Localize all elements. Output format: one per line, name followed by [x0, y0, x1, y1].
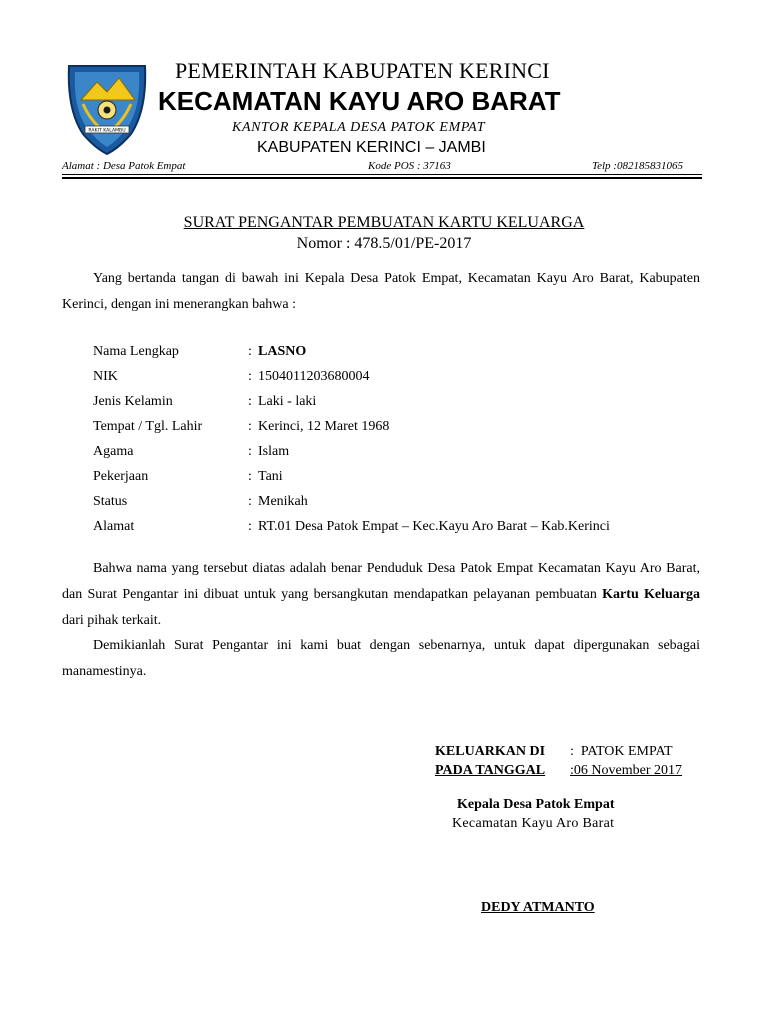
identity-colon: :	[248, 419, 252, 434]
issue-date	[435, 763, 682, 779]
identity-row-name	[93, 339, 693, 364]
identity-colon: :	[248, 494, 252, 509]
identity-value-status: Menikah	[258, 494, 308, 509]
statement-paragraph	[62, 556, 700, 634]
government-line: PEMERINTAH KABUPATEN KERINCI	[175, 58, 550, 83]
identity-colon: :	[248, 394, 252, 409]
identity-row-birth	[93, 414, 693, 439]
statement-text-before: Bahwa nama yang tersebut diatas adalah benar Penduduk Desa Patok Empat Kecamatan Kayu Aro Barat, dan Surat Pengantar ini dibuat untuk yang bersangkutan mendapatkan pelayanan pembuatan	[62, 561, 700, 602]
contact-phone: Telp :082185831065	[592, 160, 683, 172]
issue-place-value: PATOK EMPAT	[580, 744, 673, 759]
issue-date-sep: :	[570, 763, 574, 778]
signer-title: Kepala Desa Patok Empat	[457, 797, 615, 812]
letter-title: SURAT PENGANTAR PEMBUATAN KARTU KELUARGA	[183, 214, 585, 231]
letterhead-rule-thin	[62, 174, 702, 175]
identity-value-religion: Islam	[258, 444, 290, 459]
identity-row-gender	[93, 389, 693, 414]
identity-value-gender: Laki - laki	[258, 394, 317, 409]
identity-value-nik: 1504011203680004	[258, 369, 370, 384]
statement-text-after: dari pihak terkait.	[62, 613, 162, 628]
letter-number: Nomor : 478.5/01/PE-2017	[296, 235, 472, 252]
statement-emphasis: Kartu Keluarga	[602, 587, 700, 602]
issue-place-sep: :	[570, 744, 574, 759]
contact-address: Alamat : Desa Patok Empat	[62, 160, 186, 172]
letterhead-rule-thick	[62, 177, 702, 179]
identity-table	[93, 339, 693, 539]
identity-label: Nama Lengkap	[93, 344, 179, 359]
identity-value-name: LASNO	[258, 344, 307, 359]
identity-label: Agama	[93, 444, 134, 459]
identity-value-address: RT.01 Desa Patok Empat – Kec.Kayu Aro Barat – Kab.Kerinci	[258, 519, 610, 534]
opening-paragraph: Yang bertanda tangan di bawah ini Kepala Desa Patok Empat, Kecamatan Kayu Aro Barat, Kabupaten Kerinci, dengan ini menerangkan bahwa :	[62, 271, 700, 312]
identity-row-status	[93, 489, 693, 514]
identity-label: Alamat	[93, 519, 135, 534]
emblem-motto: RAKIT KALAMBU	[88, 128, 126, 134]
identity-value-occupation: Tani	[258, 469, 283, 484]
identity-colon: :	[248, 519, 252, 534]
identity-label: Pekerjaan	[93, 469, 149, 484]
signer-name: DEDY ATMANTO	[481, 900, 595, 915]
issue-date-label: PADA TANGGAL	[435, 763, 546, 778]
signer-subtitle: Kecamatan Kayu Aro Barat	[452, 816, 615, 831]
identity-colon: :	[248, 444, 252, 459]
identity-value-birth: Kerinci, 12 Maret 1968	[258, 419, 390, 434]
regency-line: KABUPATEN KERINCI – JAMBI	[257, 139, 486, 156]
identity-row-religion	[93, 439, 693, 464]
identity-label: Jenis Kelamin	[93, 394, 173, 409]
regency-emblem-icon	[61, 60, 153, 156]
identity-row-address	[93, 514, 693, 539]
district-line: KECAMATAN KAYU ARO BARAT	[158, 86, 561, 116]
identity-label: Status	[93, 494, 128, 509]
identity-row-occupation	[93, 464, 693, 489]
contact-postal-code: Kode POS : 37163	[368, 160, 451, 172]
identity-colon: :	[248, 344, 252, 359]
office-line: KANTOR KEPALA DESA PATOK EMPAT	[232, 120, 486, 135]
issue-place-label: KELUARKAN DI	[435, 744, 546, 759]
closing-paragraph: Demikianlah Surat Pengantar ini kami buat dengan sebenarnya, untuk dapat dipergunakan sebagai manamestinya.	[62, 638, 700, 679]
identity-row-nik	[93, 364, 693, 389]
issue-date-value: 06 November 2017	[573, 763, 682, 778]
issue-place	[435, 744, 673, 760]
identity-label: Tempat / Tgl. Lahir	[93, 419, 203, 434]
identity-colon: :	[248, 469, 252, 484]
identity-label: NIK	[93, 369, 118, 384]
identity-colon: :	[248, 369, 252, 384]
